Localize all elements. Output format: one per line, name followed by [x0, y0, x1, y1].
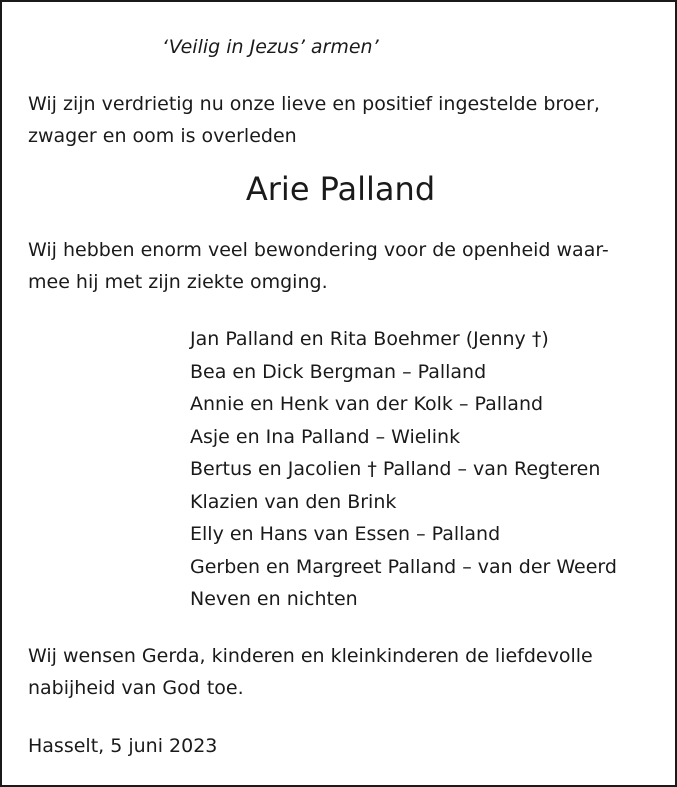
family-member: Jan Palland en Rita Boehmer (Jenny †)	[190, 328, 549, 350]
deceased-name: Arie Palland	[245, 170, 436, 208]
family-member: Gerben en Margreet Palland – van der Weerd	[190, 555, 617, 578]
family-member: Klazien van den Brink	[190, 490, 397, 513]
wish-line: nabijheid van God toe.	[28, 677, 244, 699]
admiration-line: Wij hebben enorm veel bewondering voor de openheid waar-	[28, 239, 609, 261]
family-member: Bertus en Jacolien † Palland – van Regteren	[190, 458, 601, 480]
admiration-line: mee hij met zijn ziekte omging.	[28, 271, 328, 293]
intro-paragraph	[28, 88, 658, 152]
family-member: Asje en Ina Palland – Wielink	[190, 425, 461, 448]
admiration-paragraph	[28, 234, 658, 298]
family-list	[190, 323, 617, 616]
intro-line: zwager en oom is overleden	[28, 125, 297, 147]
family-member: Elly en Hans van Essen – Palland	[190, 523, 501, 545]
motto-quote: ‘Veilig in Jezus’ armen’	[162, 36, 379, 58]
wish-line: Wij wensen Gerda, kinderen en kleinkinderen de liefdevolle	[28, 645, 593, 667]
family-member: Bea en Dick Bergman – Palland	[190, 360, 487, 383]
family-member: Annie en Henk van der Kolk – Palland	[190, 393, 544, 415]
place-date: Hasselt, 5 juni 2023	[28, 735, 218, 757]
intro-line: Wij zijn verdrietig nu onze lieve en positief ingestelde broer,	[28, 93, 600, 115]
family-member: Neven en nichten	[190, 588, 358, 610]
wish-paragraph	[28, 640, 658, 704]
